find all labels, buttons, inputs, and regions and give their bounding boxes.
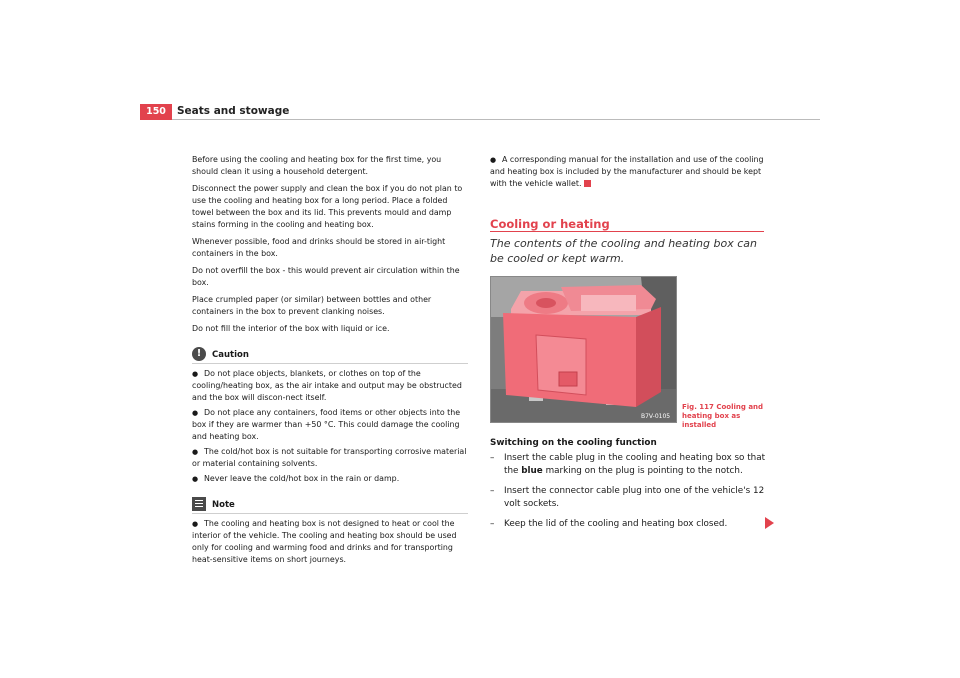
step-item: – Insert the connector cable plug into one of the vehicle's 12 volt sockets.	[490, 486, 765, 509]
bullet-icon: ●	[192, 370, 199, 378]
right-column-top	[490, 154, 766, 193]
paragraph: Whenever possible, food and drinks should be stored in air-tight containers in the box.	[192, 237, 446, 258]
bullet-icon: ●	[192, 520, 199, 528]
caution-heading	[192, 343, 468, 361]
figure-code: B7V-0105	[641, 413, 671, 420]
caution-item: ● Do not place any containers, food items or other objects into the box if they are warmer than +50 °C. This could damage the cooling and heating box.	[192, 408, 461, 441]
caution-item: ● The cold/hot box is not suitable for transporting corrosive material or material containing solvents.	[192, 447, 467, 468]
caution-exclamation-icon: !	[192, 347, 206, 361]
instruction-steps	[490, 437, 780, 538]
running-header: Seats and stowage	[177, 105, 290, 117]
caution-item: ● Do not place objects, blankets, or clothes on top of the cooling/heating box, as the air intake and output may be obstructed and the box will discon-nect itself.	[192, 369, 462, 402]
section-intro: The contents of the cooling and heating box can be cooled or kept warm.	[490, 237, 757, 265]
paragraph: Place crumpled paper (or similar) between bottles and other containers in the box to prevent clanking noises.	[192, 295, 432, 316]
bullet-icon: ●	[490, 156, 497, 164]
page-number: 150	[140, 104, 172, 120]
paragraph: Do not overfill the box - this would prevent air circulation within the box.	[192, 266, 460, 287]
subheading: Switching on the cooling function	[490, 438, 657, 448]
step-item: – Insert the cable plug in the cooling and heating box so that the blue marking on the plug is pointing to the notch.	[490, 453, 766, 476]
bullet-icon: ●	[192, 448, 199, 456]
header-rule	[172, 119, 820, 120]
bullet-icon: ●	[192, 475, 199, 483]
note-label: Note	[212, 500, 235, 510]
paragraph: Disconnect the power supply and clean the box if you do not plan to use the cooling and heating box for a long period. Place a folded towel between the box and its lid. This prevents mould and damp stains forming in the cooling and heating box.	[192, 184, 463, 229]
step-item: – Keep the lid of the cooling and heating box closed.	[490, 519, 728, 529]
bullet-icon: ●	[192, 409, 199, 417]
paragraph: Before using the cooling and heating box for the first time, you should clean it using a household detergent.	[192, 155, 442, 176]
continue-arrow-icon	[765, 517, 774, 529]
paragraph: Do not fill the interior of the box with liquid or ice.	[192, 324, 390, 333]
caution-item: ● Never leave the cold/hot box in the rain or damp.	[192, 474, 400, 483]
section-rule	[490, 231, 764, 232]
section-title: Cooling or heating	[490, 217, 610, 231]
dash-marker: –	[490, 486, 495, 496]
dash-marker: –	[490, 453, 495, 463]
figure-cooling-box	[490, 276, 677, 423]
figure-caption: Fig. 117 Cooling and heating box as installed	[682, 403, 764, 429]
note-item: ● The cooling and heating box is not designed to heat or cool the interior of the vehicle. The cooling and heating box should be used only for cooling and warming food and drinks and for transporting heat-sensitive items on short journeys.	[192, 519, 457, 564]
section-end-icon	[584, 180, 591, 187]
caution-rule	[192, 363, 468, 364]
manual-bullet: ● A corresponding manual for the installation and use of the cooling and heating box is included by the manufacturer and should be kept with the vehicle wallet.	[490, 155, 764, 188]
left-column	[192, 154, 468, 569]
caution-label: Caution	[212, 350, 249, 360]
dash-marker: –	[490, 519, 495, 529]
cooling-box-illustration	[491, 277, 676, 422]
note-rule	[192, 513, 468, 514]
note-icon	[192, 497, 206, 511]
note-heading	[192, 493, 468, 511]
